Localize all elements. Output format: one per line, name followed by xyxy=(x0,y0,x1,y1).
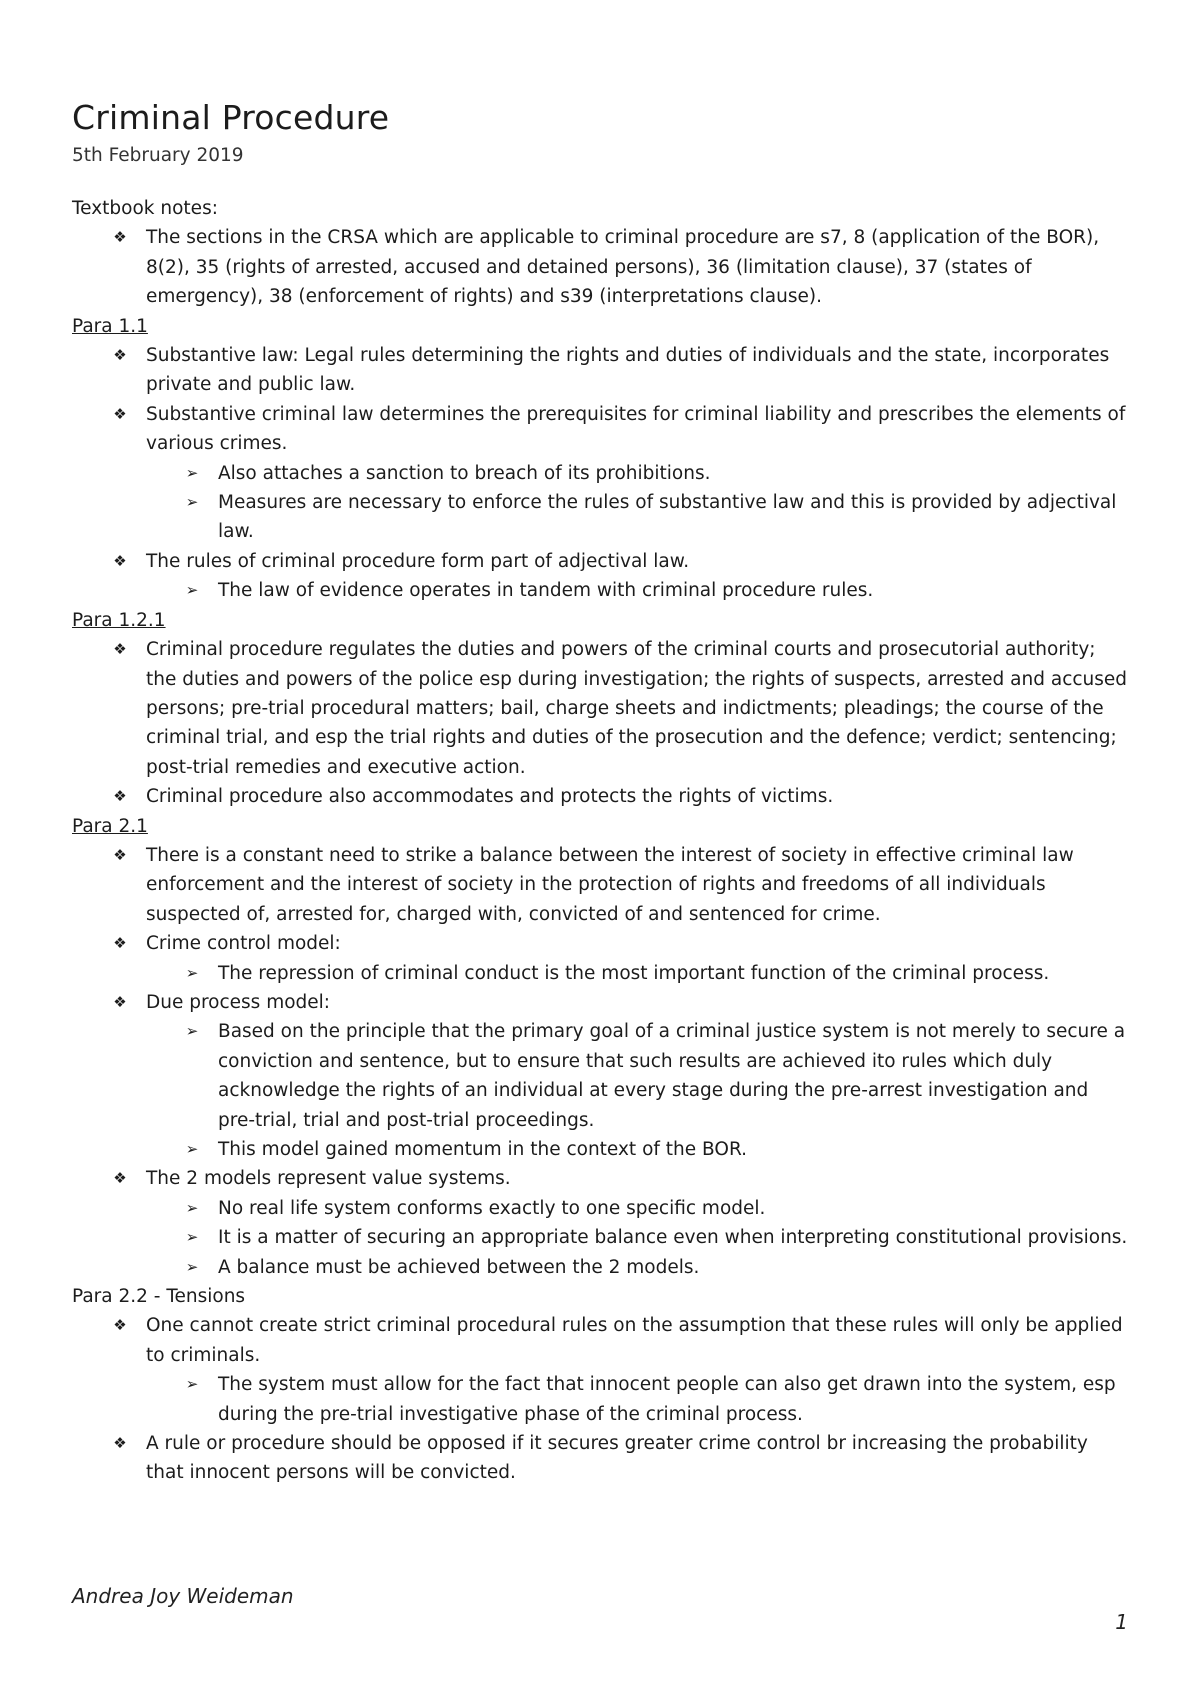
sub-list-item xyxy=(146,459,1128,488)
sub-list-wrapper xyxy=(72,1370,1128,1429)
bullet-list xyxy=(72,635,1128,811)
sub-list-item-text: The law of evidence operates in tandem with criminal procedure rules. xyxy=(218,580,874,602)
arrow-bullet-icon: ➢ xyxy=(185,1375,199,1394)
diamond-bullet-icon: ❖ xyxy=(113,640,127,659)
list-item-text: Due process model: xyxy=(146,991,331,1013)
arrow-bullet-icon: ➢ xyxy=(185,493,199,512)
sub-list-wrapper xyxy=(72,1194,1128,1282)
bullet-list xyxy=(72,841,1128,1282)
document-title: Criminal Procedure xyxy=(72,98,390,137)
list-item-text: Substantive criminal law determines the prerequisites for criminal liability and prescribes the elements of various crimes. xyxy=(146,403,1126,455)
list-item-text: The sections in the CRSA which are applicable to criminal procedure are s7, 8 (application of the BOR), 8(2), 35 (rights of arrested, accused and detained persons), 36 (limitation clause), 37 (states of emergency), 38 (enforcement of rights) and s39 (interpretations clause). xyxy=(146,227,1100,308)
arrow-bullet-icon: ➢ xyxy=(185,1022,199,1041)
list-item xyxy=(72,929,1128,988)
sub-list-item xyxy=(146,576,1128,605)
sub-list-item-text: It is a matter of securing an appropriate balance even when interpreting constitutional provisions. xyxy=(218,1227,1128,1249)
diamond-bullet-icon: ❖ xyxy=(113,787,127,806)
sub-list-wrapper xyxy=(72,959,1128,988)
sub-list-item xyxy=(146,1223,1128,1252)
document-body xyxy=(72,194,1128,1488)
sub-bullet-list xyxy=(72,959,1128,988)
sub-list-item-text: A balance must be achieved between the 2 models. xyxy=(218,1256,700,1278)
diamond-bullet-icon: ❖ xyxy=(113,1169,127,1188)
section-heading: Para 2.2 - Tensions xyxy=(72,1286,246,1308)
section-heading: Para 2.1 xyxy=(72,815,148,837)
sub-bullet-list xyxy=(72,576,1128,605)
list-item-text: The 2 models represent value systems. xyxy=(146,1168,511,1190)
sub-list-wrapper xyxy=(72,576,1128,605)
sub-list-wrapper xyxy=(72,459,1128,547)
sub-list-item xyxy=(146,1370,1128,1429)
diamond-bullet-icon: ❖ xyxy=(113,551,127,570)
bullet-list xyxy=(72,223,1128,311)
sub-list-item xyxy=(146,488,1128,547)
sub-list-item-text: This model gained momentum in the context of the BOR. xyxy=(218,1139,748,1160)
diamond-bullet-icon: ❖ xyxy=(113,404,127,423)
diamond-bullet-icon: ❖ xyxy=(113,992,127,1011)
list-item xyxy=(72,1429,1128,1488)
section-heading: Para 1.2.1 xyxy=(72,609,166,631)
diamond-bullet-icon: ❖ xyxy=(113,1434,127,1453)
sub-list-item xyxy=(146,959,1128,988)
sub-list-item xyxy=(146,1253,1128,1282)
list-item xyxy=(72,635,1128,782)
sub-list-item-text: The system must allow for the fact that innocent people can also get drawn into the system, esp during the pre-trial investigative phase of the criminal process. xyxy=(218,1374,1116,1425)
sub-list-item xyxy=(146,1194,1128,1223)
list-item xyxy=(72,988,1128,1164)
sub-bullet-list xyxy=(72,459,1128,547)
bullet-list xyxy=(72,341,1128,606)
sub-list-item-text: The repression of criminal conduct is the most important function of the criminal process. xyxy=(218,962,1050,984)
bullet-list xyxy=(72,1311,1128,1487)
sub-list-item xyxy=(146,1017,1128,1135)
diamond-bullet-icon: ❖ xyxy=(113,845,127,864)
list-item-text: There is a constant need to strike a balance between the interest of society in effective criminal law enforcement and the interest of society in the protection of rights and freedoms of all individuals suspected of, arrested for, charged with, convicted of and sentenced for crime. xyxy=(146,844,1074,925)
list-item-text: Criminal procedure regulates the duties and powers of the criminal courts and prosecutorial authority; the duties and powers of the police esp during investigation; the rights of suspects, arrested and accused persons; pre-trial procedural matters; bail, charge sheets and indictments; pleadings; the course of the criminal trial, and esp the trial rights and duties of the prosecution and the defence; verdict; sentencing; post-trial remedies and executive action. xyxy=(146,639,1128,778)
list-item-text: A rule or procedure should be opposed if it secures greater crime control br increasing the probability that innocent persons will be convicted. xyxy=(146,1433,1088,1484)
document-date: 5th February 2019 xyxy=(72,145,244,166)
sub-list-item-text: Also attaches a sanction to breach of its prohibitions. xyxy=(218,462,711,484)
spacer xyxy=(72,170,1128,194)
arrow-bullet-icon: ➢ xyxy=(185,581,199,600)
sub-list-wrapper xyxy=(72,1017,1128,1164)
sub-bullet-list xyxy=(72,1017,1128,1164)
list-item xyxy=(72,1164,1128,1282)
list-item xyxy=(72,782,1128,811)
arrow-bullet-icon: ➢ xyxy=(185,1198,199,1217)
arrow-bullet-icon: ➢ xyxy=(185,1140,199,1158)
arrow-bullet-icon: ➢ xyxy=(185,963,199,982)
list-item-text: One cannot create strict criminal procedural rules on the assumption that these rules will only be applied to criminals. xyxy=(146,1315,1123,1366)
arrow-bullet-icon: ➢ xyxy=(185,1228,199,1247)
sub-list-item xyxy=(146,1135,1128,1164)
footer-author: Andrea Joy Weideman xyxy=(72,1584,294,1608)
list-item-text: Substantive law: Legal rules determining the rights and duties of individuals and the state, incorporates private and public law. xyxy=(146,345,1110,396)
sub-bullet-list xyxy=(72,1370,1128,1429)
list-item xyxy=(72,341,1128,400)
diamond-bullet-icon: ❖ xyxy=(113,1316,127,1335)
page-number: 1 xyxy=(1115,1610,1128,1634)
diamond-bullet-icon: ❖ xyxy=(113,934,127,953)
sub-list-item-text: Measures are necessary to enforce the rules of substantive law and this is provided by adjectival law. xyxy=(218,492,1117,543)
list-item-text: Crime control model: xyxy=(146,933,341,955)
list-item-text: Criminal procedure also accommodates and protects the rights of victims. xyxy=(146,786,834,808)
arrow-bullet-icon: ➢ xyxy=(185,463,199,482)
diamond-bullet-icon: ❖ xyxy=(113,346,127,365)
arrow-bullet-icon: ➢ xyxy=(185,1257,199,1276)
diamond-bullet-icon: ❖ xyxy=(113,228,127,247)
list-item xyxy=(72,547,1128,606)
sub-list-item-text: No real life system conforms exactly to one specific model. xyxy=(218,1197,766,1219)
sub-bullet-list xyxy=(72,1194,1128,1282)
section-heading: Para 1.1 xyxy=(72,315,148,337)
list-item xyxy=(72,1311,1128,1429)
list-item xyxy=(72,841,1128,929)
list-item xyxy=(72,400,1128,547)
list-item-text: The rules of criminal procedure form part of adjectival law. xyxy=(146,550,690,572)
sub-list-item-text: Based on the principle that the primary goal of a criminal justice system is not merely to secure a conviction and sentence, but to ensure that such results are achieved ito rules which duly acknowledge the rights of an individual at every stage during the pre-arrest investigation and pre-trial, trial and post-trial proceedings. xyxy=(218,1021,1126,1131)
section-heading: Textbook notes: xyxy=(72,198,218,219)
list-item xyxy=(72,223,1128,311)
